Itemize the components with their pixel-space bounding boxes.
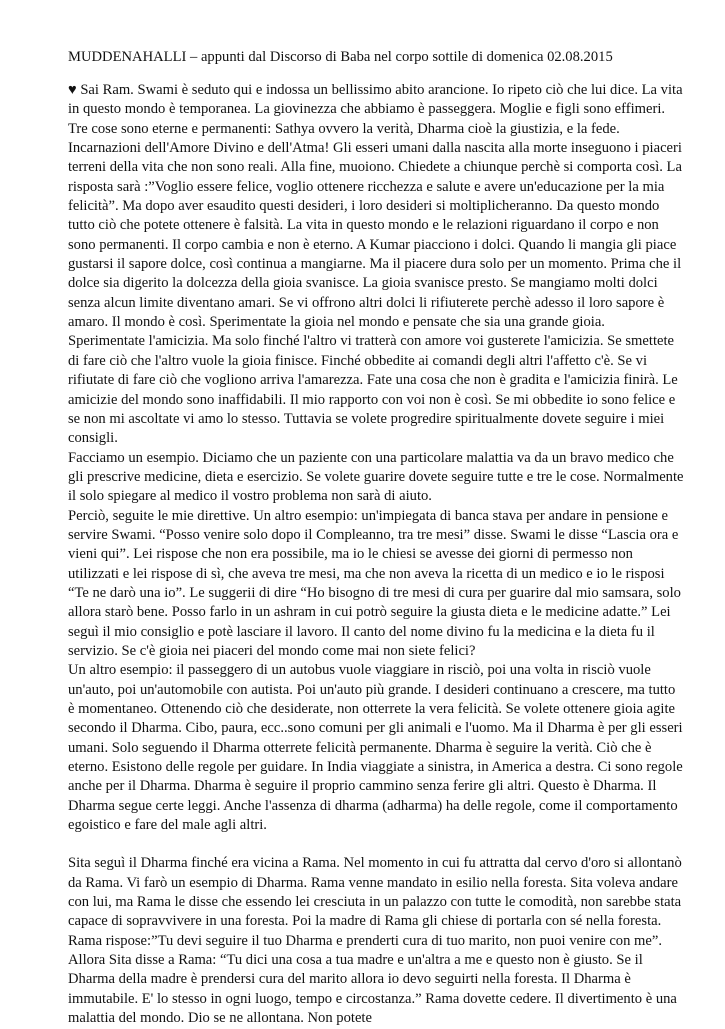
paragraph-intro: ♥ Sai Ram. Swami è seduto qui e indossa un bellissimo abito arancione. Io ripeto ciò che lui dice. La vita in questo mondo è temporanea. La giovinezza che abbiamo è passeggera. Moglie e figli sono effimeri. Tre cose sono eterne e permanenti: Sathya ovvero la verità, Dharma cioè la giustizia, e la fede. [68,82,683,137]
paragraph-bus-example: Un altro esempio: il passeggero di un autobus vuole viaggiare in risciò, poi una volta in risciò vuole un'auto, poi un'automobile con autista. Poi un'auto più grande. I desideri continuano a crescere, ma tutto è momentaneo. Ottenendo ciò che desiderate, non otterrete la vera felicità. Se volete ottenere gioia agite secondo il Dharma. Cibo, paura, ecc..sono comuni per gli animali e l'uomo. Ma il Dharma è per gli esseri umani. Solo seguendo il Dharma otterrete felicità permanente. Dharma è seguire la verità. Ciò che è eterno. Esistono delle regole per guidare. In India viaggiate a sinistra, in America a destra. Ci sono regole anche per il Dharma. Dharma è seguire il proprio cammino senza ferire gli altri. Questo è Dharma. Il Dharma segue certe leggi. Anche l'assenza di dharma (adharma) ha delle regole, come il comportamento egoistico e fare del male agli altri. [68,662,683,834]
paragraph-doctor-example: Facciamo un esempio. Diciamo che un paziente con una particolare malattia va da un bravo medico che gli prescrive medicine, dieta e esercizio. Se volete guarire dovete seguire tutte e tre le cose. Normalmente il solo spiegare al medico il vostro problema non sarà di aiuto. [68,449,684,505]
paragraph-sita-dharma: Sita seguì il Dharma finché era vicina a Rama. Nel momento in cui fu attratta dal cervo d'oro si allontanò da Rama. Vi farò un esempio di Dharma. Rama venne mandato in esilio nella foresta. Sita voleva andare con lui, ma Rama le disse che essendo lei cresciuta in un palazzo con tutte le comodità, non sarebbe stata capace di sopravvivere in una foresta. Poi la madre di Rama gli chiese di portarla con sé nella foresta. Rama rispose:”Tu devi seguire il tuo Dharma e prenderti cura di tuo marito, non puoi venire con me”. Allora Sita disse a Rama: “Tu dici una cosa a tua madre e un'altra a me e questo non è giusto. Se il Dharma della madre è prendersi cura del marito allora io devo seguirti nella foresta. Il Dharma è immutabile. E' lo stesso in ogni luogo, tempo e circostanza.” Rama dovette cedere. Il divertimento è una malattia del mondo. Dio se ne allontana. Non potete [68,855,682,1027]
paragraph-bank-employee: Perciò, seguite le mie direttive. Un altro esempio: un'impiegata di banca stava per andare in pensione e servire Swami. “Posso venire solo dopo il Compleanno, tra tre mesi” disse. Swami le disse “Lascia ora e vieni qui”. Lei rispose che non era possibile, ma io le chiesi se avesse dei giorni di permesso non utilizzati e lei rispose di sì, che aveva tre mesi, ma che non aveva la ricetta di un medico e io le risposi “Te ne darò una io”. Le suggerii di dire “Ho bisogno di tre mesi di cura per guarire dal mio samsara, solo allora starò bene. Posso farlo in un ashram in cui potrò seguire la giusta dieta e le medicine adatte.” Lei seguì il mio consiglio e potè lasciare il lavoro. Il canto del nome divino fu la medicina e la dieta fu il servizio. Se c'è gioia nei piaceri del mondo come mai non siete felici? [68,507,681,659]
paragraph-spacer [68,835,685,854]
document-title: MUDDENAHALLI – appunti dal Discorso di Baba nel corpo sottile di domenica 02.08.2015 [68,49,613,65]
paragraph-divine-love: Incarnazioni dell'Amore Divino e dell'Atma! Gli esseri umani dalla nascita alla morte inseguono i piaceri terreni della vita che non sono reali. Alla fine, muoiono. Chiedete a chiunque perchè si comporta così. La risposta sarà :”Voglio essere felice, voglio ottenere ricchezza e salute e avere un'educazione per la mia felicità”. Ma dopo aver esaudito questi desideri, i loro desideri si moltiplicheranno. Da questo mondo tutto ciò che potete ottenere è falsità. La vita in questo mondo e le relazioni riguardano il corpo e non sono permanenti. Il corpo cambia e non è eterno. A Kumar piacciono i dolci. Quando li mangia gli piace gustarsi il sapore dolce, così continua a mangiarne. Ma il piacere dura solo per un momento. Prima che il dolce sia digerito la dolcezza della gioia svanisce. La gioia svanisce presto. Se mangiamo molti dolci senza alcun limite diventano amari. Se vi offrono altri dolci li rifiuterete perchè adesso il loro sapore è amaro. Il mondo è così. Sperimentate la gioia nel mondo e pensate che sia una grande gioia. Sperimentate l'amicizia. Ma solo finché l'altro vi tratterà con amore voi gusterete l'amicizia. Se smettete di fare ciò che l'altro vuole la gioia finisce. Finché obbedite ai comandi degli altri l'affetto c'è. Se vi rifiutate di fare ciò che vogliono arriva l'amarezza. Fate una cosa che non è gradita e l'amicizia finirà. Le amicizie del mondo sono inaffidabili. Il mio rapporto con voi non è così. Se mi obbedite io sono felice e se non mi ascoltate vi amo lo stesso. Tuttavia se volete progredire spiritualmente dovete seguire i miei consigli. [68,140,682,447]
